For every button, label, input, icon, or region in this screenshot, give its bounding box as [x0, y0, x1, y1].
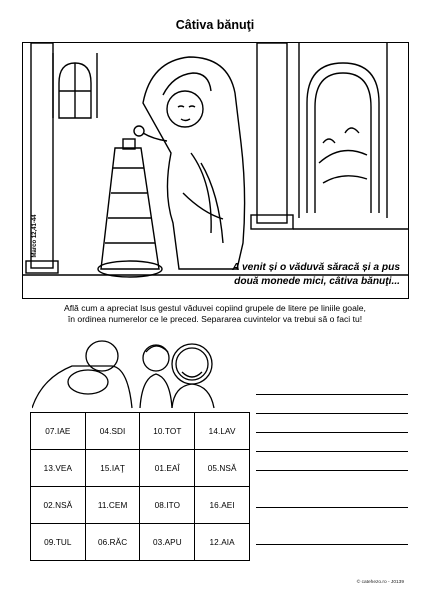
answer-line[interactable]	[256, 432, 408, 433]
answer-line[interactable]	[256, 470, 408, 471]
instructions-line-2: în ordinea numerelor ce le preced. Separarea cuvintelor va trebui să o faci tu!	[67, 314, 363, 324]
grid-cell: 16.AEI	[195, 487, 250, 524]
answer-line[interactable]	[256, 544, 408, 545]
grid-row	[31, 450, 250, 487]
answer-line[interactable]	[256, 451, 408, 452]
page-title: Câtiva bănuţi	[175, 18, 255, 32]
answer-line[interactable]	[256, 394, 408, 395]
bible-reference: Marco 12,41-44	[32, 214, 38, 258]
grid-cell: 15.IAŢ	[85, 450, 140, 487]
grid-row	[31, 524, 250, 561]
grid-cell: 03.APU	[140, 524, 195, 561]
footer-credit: © catehezo.ro - J0139	[356, 580, 404, 585]
figures-drawing	[32, 338, 232, 410]
letter-grid	[30, 412, 250, 561]
coloring-illustration	[22, 42, 409, 299]
quote-line-2: două monede mici, câtiva bănuţi...	[234, 276, 400, 287]
grid-row	[31, 487, 250, 524]
grid-cell: 11.CEM	[85, 487, 140, 524]
grid-cell: 10.TOT	[140, 413, 195, 450]
grid-cell: 06.RĂC	[85, 524, 140, 561]
instructions	[26, 303, 404, 325]
grid-cell: 05.NSĂ	[195, 450, 250, 487]
answer-line[interactable]	[256, 413, 408, 414]
grid-cell: 02.NSĂ	[31, 487, 86, 524]
grid-cell: 07.IAE	[31, 413, 86, 450]
grid-cell: 04.SDI	[85, 413, 140, 450]
grid-row	[31, 413, 250, 450]
grid-cell: 09.TUL	[31, 524, 86, 561]
answer-line[interactable]	[256, 507, 408, 508]
grid-cell: 12.AIA	[195, 524, 250, 561]
grid-cell: 14.LAV	[195, 413, 250, 450]
instructions-line-1: Află cum a apreciat Isus gestul văduvei copiind grupele de litere pe liniile goale,	[64, 303, 366, 313]
quote-line-1: A venit și o văduvă săracă și a pus	[232, 262, 400, 273]
grid-cell: 08.ITO	[140, 487, 195, 524]
scene-quote	[200, 261, 400, 289]
grid-cell: 13.VEA	[31, 450, 86, 487]
grid-cell: 01.EAÎ	[140, 450, 195, 487]
